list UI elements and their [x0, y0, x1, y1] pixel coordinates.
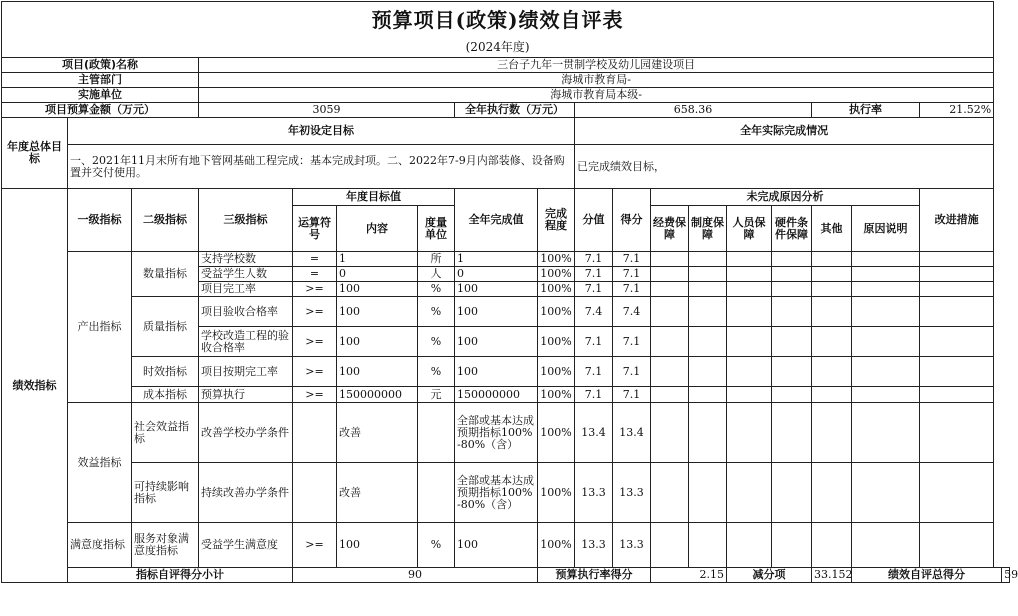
indicator-actual: 150000000: [455, 387, 538, 403]
indicator-op: >=: [293, 357, 337, 387]
indicator-name: 支持学校数: [199, 252, 293, 267]
indicator-completion: 100%: [538, 403, 575, 463]
indicator-score: 7.1: [613, 387, 651, 403]
indicator-unit: 所: [418, 252, 455, 267]
page-title: 预算项目(政策)绩效自评表: [2, 2, 994, 38]
indicator-completion: 100%: [538, 282, 575, 297]
planned-goal-text: 一、2021年11月末所有地下管网基础工程完成：基本完成封项。二、2022年7-9月内部装修、设备购置并交付使用。: [68, 145, 575, 189]
indicator-score: 13.3: [613, 523, 651, 568]
evaluation-table: [1, 1, 1018, 583]
indicator-op: >=: [293, 387, 337, 403]
level2-timeliness: 时效指标: [132, 357, 199, 387]
project-name-label: 项目(政策)名称: [2, 58, 199, 73]
indicator-actual: 100: [455, 523, 538, 568]
indicator-name: 受益学生满意度: [199, 523, 293, 568]
indicator-op: >=: [293, 523, 337, 568]
indicator-score: 13.3: [613, 463, 651, 523]
indicator-unit: %: [418, 282, 455, 297]
indicator-value: 7.1: [575, 357, 613, 387]
table-row: [2, 463, 1010, 523]
indicator-op: =: [293, 252, 337, 267]
indicator-name: 项目按期完工率: [199, 357, 293, 387]
indicator-unit: %: [418, 297, 455, 327]
indicator-completion: 100%: [538, 267, 575, 282]
indicator-unit: %: [418, 357, 455, 387]
hardware-header: 硬件条件保障: [772, 206, 812, 252]
indicator-score: 7.4: [613, 297, 651, 327]
indicator-unit: [418, 463, 455, 523]
indicator-completion: 100%: [538, 357, 575, 387]
indicator-content: 100: [337, 327, 418, 357]
indicator-content: 1: [337, 252, 418, 267]
annual-target-header: 年度目标值: [293, 189, 455, 206]
indicator-op: >=: [293, 282, 337, 297]
indicator-content: 150000000: [337, 387, 418, 403]
staff-header: 人员保障: [727, 206, 772, 252]
indicator-content: 0: [337, 267, 418, 282]
indicator-completion: 100%: [538, 387, 575, 403]
budget-score-label: 预算执行率得分: [538, 568, 651, 583]
completion-header: 完成程度: [538, 189, 575, 252]
indicator-completion: 100%: [538, 463, 575, 523]
table-row: [2, 523, 1010, 568]
budget-label: 项目预算金额（万元）: [2, 103, 199, 118]
indicator-op: >=: [293, 327, 337, 357]
indicator-op: =: [293, 267, 337, 282]
level2-header: 二级指标: [132, 189, 199, 252]
actual-result-text: 已完成绩效目标，: [575, 145, 994, 189]
level2-quality: 质量指标: [132, 297, 199, 357]
reason-desc-header: 原因说明: [852, 206, 920, 252]
level3-header: 三级指标: [199, 189, 293, 252]
indicator-actual: 100: [455, 282, 538, 297]
indicator-actual: 全部或基本达成预期指标100%-80%（含）: [455, 463, 538, 523]
indicator-name: 学校改造工程的验收合格率: [199, 327, 293, 357]
indicator-actual: 1: [455, 252, 538, 267]
budget-score-value: 2.15: [651, 568, 727, 583]
indicator-score: 7.1: [613, 267, 651, 282]
unit-value: 海城市教育局本级-: [199, 88, 994, 103]
indicator-completion: 100%: [538, 252, 575, 267]
indicator-completion: 100%: [538, 523, 575, 568]
indicator-score: 7.1: [613, 327, 651, 357]
indicator-name: 持续改善办学条件: [199, 463, 293, 523]
dept-label: 主管部门: [2, 73, 199, 88]
level2-sustain: 可持续影响指标: [132, 463, 199, 523]
indicator-score: 7.1: [613, 252, 651, 267]
level1-satisfaction: 满意度指标: [68, 523, 132, 568]
indicator-value: 7.4: [575, 297, 613, 327]
table-row: [2, 297, 1010, 327]
indicator-value: 7.1: [575, 327, 613, 357]
deduct-value: 33.152: [812, 568, 852, 583]
unit-label: 实施单位: [2, 88, 199, 103]
indicator-name: 预算执行: [199, 387, 293, 403]
dept-value: 海城市教育局-: [199, 73, 994, 88]
total-label: 绩效自评总得分: [852, 568, 1002, 583]
indicator-content: 改善: [337, 463, 418, 523]
level2-social: 社会效益指标: [132, 403, 199, 463]
indicator-content: 100: [337, 357, 418, 387]
level1-output: 产出指标: [68, 252, 132, 403]
indicator-completion: 100%: [538, 297, 575, 327]
indicator-value: 13.3: [575, 523, 613, 568]
indicator-actual: 100: [455, 327, 538, 357]
budget-value: 3059: [199, 103, 455, 118]
indicator-op: >=: [293, 297, 337, 327]
indicator-actual: 100: [455, 297, 538, 327]
actual-result-label: 全年实际完成情况: [575, 118, 994, 145]
table-row: [2, 252, 1010, 267]
level2-service: 服务对象满意度指标: [132, 523, 199, 568]
indicator-unit: 元: [418, 387, 455, 403]
indicator-name: 改善学校办学条件: [199, 403, 293, 463]
improve-header: 改进措施: [920, 189, 994, 252]
indicator-content: 100: [337, 523, 418, 568]
content-header: 内容: [337, 206, 418, 252]
indicator-value: 7.1: [575, 387, 613, 403]
report-year: (2024年度): [2, 38, 994, 58]
score-header: 得分: [613, 189, 651, 252]
table-row: [2, 387, 1010, 403]
indicator-name: 项目验收合格率: [199, 297, 293, 327]
executed-value: 658.36: [575, 103, 812, 118]
other-header: 其他: [812, 206, 852, 252]
indicator-unit: [418, 403, 455, 463]
indicator-value: 13.3: [575, 463, 613, 523]
indicator-op: [293, 463, 337, 523]
indicator-unit: 人: [418, 267, 455, 282]
total-value: 59: [1002, 568, 1010, 583]
indicator-value: 7.1: [575, 282, 613, 297]
subtotal-value: 90: [293, 568, 538, 583]
level2-cost: 成本指标: [132, 387, 199, 403]
executed-label: 全年执行数（万元）: [455, 103, 575, 118]
level1-header: 一级指标: [68, 189, 132, 252]
indicator-score: 7.1: [613, 282, 651, 297]
subtotal-label: 指标自评得分小计: [68, 568, 293, 583]
indicator-score: 7.1: [613, 357, 651, 387]
indicator-content: 100: [337, 282, 418, 297]
indicator-actual: 全部或基本达成预期指标100%-80%（含）: [455, 403, 538, 463]
unit-header: 度量单位: [418, 206, 455, 252]
system-header: 制度保障: [689, 206, 727, 252]
reason-group-header: 未完成原因分析: [651, 189, 920, 206]
operator-header: 运算符号: [293, 206, 337, 252]
fund-header: 经费保障: [651, 206, 689, 252]
indicator-actual: 0: [455, 267, 538, 282]
goals-section-label: 年度总体目标: [2, 118, 68, 189]
indicator-completion: 100%: [538, 327, 575, 357]
level2-quantity: 数量指标: [132, 252, 199, 297]
level1-benefit: 效益指标: [68, 403, 132, 523]
indicator-op: [293, 403, 337, 463]
indicator-unit: %: [418, 523, 455, 568]
indicator-value: 7.1: [575, 252, 613, 267]
indicator-score: 13.4: [613, 403, 651, 463]
planned-goal-label: 年初设定目标: [68, 118, 575, 145]
score-value-header: 分值: [575, 189, 613, 252]
indicators-section-label: 绩效指标: [2, 189, 68, 583]
rate-label: 执行率: [812, 103, 920, 118]
indicator-value: 7.1: [575, 267, 613, 282]
project-name: 三台子九年一贯制学校及幼儿园建设项目: [199, 58, 994, 73]
table-row: [2, 357, 1010, 387]
indicator-value: 13.4: [575, 403, 613, 463]
indicator-name: 受益学生人数: [199, 267, 293, 282]
table-row: [2, 403, 1010, 463]
indicator-content: 100: [337, 297, 418, 327]
deduct-label: 减分项: [727, 568, 812, 583]
indicator-actual: 100: [455, 357, 538, 387]
indicator-name: 项目完工率: [199, 282, 293, 297]
indicator-unit: %: [418, 327, 455, 357]
indicator-content: 改善: [337, 403, 418, 463]
actual-value-header: 全年完成值: [455, 189, 538, 252]
rate-value: 21.52%: [920, 103, 994, 118]
